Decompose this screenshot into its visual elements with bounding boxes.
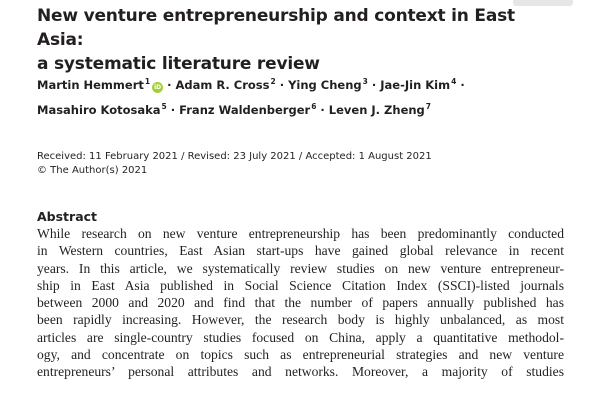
affiliation-marker: 1 bbox=[144, 77, 151, 86]
author-name: Masahiro Kotosaka bbox=[37, 103, 161, 117]
affiliation-marker: 7 bbox=[425, 102, 432, 111]
author-separator: · bbox=[320, 103, 325, 117]
affiliation-marker: 2 bbox=[270, 77, 276, 86]
author-name: Adam R. Cross bbox=[175, 78, 270, 92]
article-title bbox=[37, 4, 557, 76]
author-separator: · bbox=[167, 78, 172, 92]
abstract-line: been rapidly increasing. However, the research body is highly unbalanced, as most bbox=[37, 312, 564, 328]
author-cross[interactable] bbox=[175, 78, 275, 92]
abstract-line: entrepreneurs’ personal attributes and networks. Moreover, a majority of studies bbox=[37, 364, 564, 380]
author-line bbox=[37, 71, 577, 96]
author-zheng[interactable] bbox=[329, 103, 431, 117]
affiliation-marker: 6 bbox=[311, 102, 317, 111]
publication-history bbox=[37, 150, 577, 178]
author-name: Jae-Jin Kim bbox=[380, 78, 451, 92]
author-kotosaka[interactable] bbox=[37, 103, 167, 117]
author-separator: · bbox=[371, 78, 377, 92]
abstract-line: While research on new venture entrepreneurship has been predominantly conducted bbox=[37, 226, 564, 241]
abstract-line: years. In this article, we systematically review studies on new venture entrepreneur- bbox=[37, 260, 564, 276]
author-waldenberger[interactable] bbox=[179, 103, 316, 117]
author-cheng[interactable] bbox=[288, 78, 368, 92]
author-separator: · bbox=[460, 78, 465, 92]
affiliation-marker: 5 bbox=[161, 102, 167, 111]
dates-line: Received: 11 February 2021 / Revised: 23 July 2021 / Accepted: 1 August 2021 bbox=[37, 151, 432, 162]
author-name: Ying Cheng bbox=[288, 78, 362, 92]
abstract-line: between 2000 and 2020 and find that the number of papers annually published has bbox=[37, 295, 564, 311]
abstract-line: ship in East Asia published in Social Science Citation Index (SSCI)-listed journals bbox=[37, 277, 564, 293]
copyright-line: © The Author(s) 2021 bbox=[37, 165, 148, 176]
author-list bbox=[37, 71, 577, 121]
abstract-heading: Abstract bbox=[37, 209, 98, 224]
author-hemmert[interactable] bbox=[37, 78, 163, 92]
author-separator: · bbox=[170, 103, 176, 117]
author-separator: · bbox=[279, 78, 285, 92]
title-line: New venture entrepreneurship and context in East Asia: bbox=[37, 6, 515, 50]
orcid-icon[interactable]: iD bbox=[154, 84, 162, 91]
abstract-line: articles are single-country studies focused on China, apply a quantitative methodol- bbox=[37, 329, 564, 345]
abstract-text bbox=[37, 225, 564, 381]
abstract-line: in Western countries, East Asian start-ups have gained global relevance in recent bbox=[37, 243, 564, 259]
author-name: Franz Waldenberger bbox=[179, 103, 311, 117]
title-line: a systematic literature review bbox=[37, 54, 320, 74]
abstract-line: ogy, and concentrate on topics such as entrepreneurial strategies and new venture bbox=[37, 347, 564, 363]
author-kim[interactable] bbox=[380, 78, 456, 92]
affiliation-marker: 4 bbox=[451, 77, 457, 86]
affiliation-marker: 3 bbox=[362, 77, 368, 86]
author-name: Leven J. Zheng bbox=[328, 103, 425, 117]
author-name: Martin Hemmert bbox=[37, 78, 144, 92]
author-line bbox=[37, 96, 577, 121]
